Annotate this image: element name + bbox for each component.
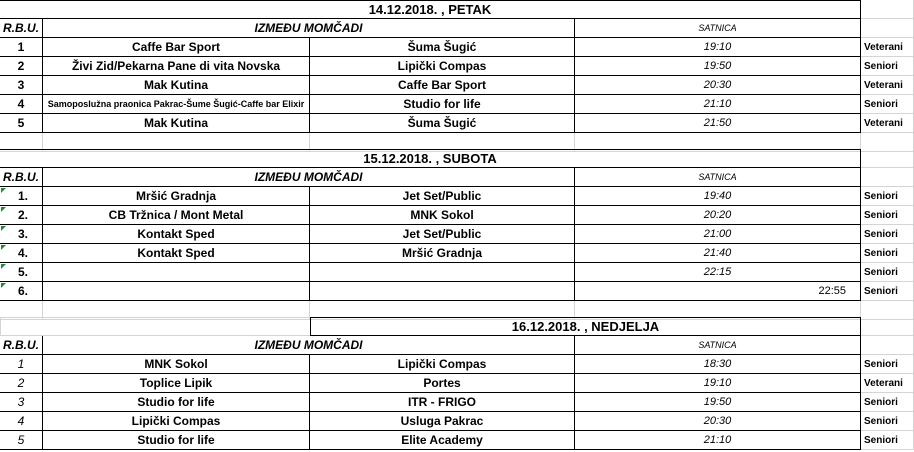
home-team[interactable]: Studio for life xyxy=(43,431,310,450)
match-time[interactable]: 19:50 xyxy=(575,57,861,76)
home-team[interactable]: MNK Sokol xyxy=(43,355,310,374)
teams-header[interactable]: IZMEĐU MOMČADI xyxy=(43,19,575,38)
match-category[interactable]: Veterani xyxy=(861,374,914,393)
match-category[interactable]: Seniori xyxy=(861,393,914,412)
match-time[interactable]: 19:50 xyxy=(575,393,861,412)
away-team[interactable]: Mršić Gradnja xyxy=(310,244,575,263)
match-category[interactable]: Seniori xyxy=(861,282,914,301)
row-number[interactable]: 3 xyxy=(0,393,43,412)
home-team[interactable] xyxy=(43,263,310,282)
home-team[interactable]: Samoposlužna praonica Pakrac-Šume Šugić-Caffe bar Elixir xyxy=(43,95,310,114)
match-category[interactable]: Seniori xyxy=(861,412,914,431)
schedule-header[interactable]: SATNICA xyxy=(575,19,861,38)
gutter-header[interactable] xyxy=(861,336,914,355)
row-number[interactable]: 2 xyxy=(0,57,43,76)
away-team[interactable]: Elite Academy xyxy=(310,431,575,450)
match-category[interactable]: Seniori xyxy=(861,355,914,374)
row-number[interactable]: 4. xyxy=(0,244,43,263)
gutter-title[interactable] xyxy=(861,149,914,168)
away-team[interactable]: Portes xyxy=(310,374,575,393)
row-number[interactable]: 5 xyxy=(0,114,43,133)
row-number[interactable]: 6. xyxy=(0,282,43,301)
gutter-header[interactable] xyxy=(861,168,914,187)
away-team[interactable]: Studio for life xyxy=(310,95,575,114)
home-team[interactable]: CB Tržnica / Mont Metal xyxy=(43,206,310,225)
match-category[interactable]: Veterani xyxy=(861,114,914,133)
gutter-title[interactable] xyxy=(861,0,914,19)
row-number[interactable]: 3. xyxy=(0,225,43,244)
rbu-header[interactable]: R.B.U. xyxy=(0,336,43,355)
match-category[interactable]: Veterani xyxy=(861,76,914,95)
home-team[interactable]: Mršić Gradnja xyxy=(43,187,310,206)
row-number[interactable]: 1 xyxy=(0,355,43,374)
match-time[interactable]: 22:15 xyxy=(575,263,861,282)
match-time[interactable]: 18:30 xyxy=(575,355,861,374)
row-number[interactable]: 2 xyxy=(0,374,43,393)
match-category[interactable]: Seniori xyxy=(861,244,914,263)
row-number[interactable]: 1 xyxy=(0,38,43,57)
rbu-header[interactable]: R.B.U. xyxy=(0,168,43,187)
home-team[interactable]: Mak Kutina xyxy=(43,76,310,95)
gutter-title[interactable] xyxy=(861,317,914,336)
match-time[interactable]: 21:10 xyxy=(575,431,861,450)
away-team[interactable]: Šuma Šugić xyxy=(310,114,575,133)
match-category[interactable]: Seniori xyxy=(861,263,914,282)
row-number[interactable]: 2. xyxy=(0,206,43,225)
away-team[interactable]: MNK Sokol xyxy=(310,206,575,225)
row-number[interactable]: 1. xyxy=(0,187,43,206)
match-time[interactable]: 19:10 xyxy=(575,38,861,57)
home-team[interactable]: Mak Kutina xyxy=(43,114,310,133)
match-time[interactable]: 20:30 xyxy=(575,76,861,95)
schedule-header[interactable]: SATNICA xyxy=(575,168,861,187)
match-category[interactable]: Seniori xyxy=(861,57,914,76)
match-category[interactable]: Seniori xyxy=(861,431,914,450)
away-team[interactable]: Lipički Compas xyxy=(310,57,575,76)
row-number[interactable]: 5 xyxy=(0,431,43,450)
home-team[interactable]: Živi Zid/Pekarna Pane di vita Novska xyxy=(43,57,310,76)
match-category[interactable]: Seniori xyxy=(861,225,914,244)
home-team[interactable]: Kontakt Sped xyxy=(43,225,310,244)
match-category[interactable]: Veterani xyxy=(861,38,914,57)
away-team[interactable]: ITR - FRIGO xyxy=(310,393,575,412)
away-team[interactable]: Lipički Compas xyxy=(310,355,575,374)
row-number[interactable]: 3 xyxy=(0,76,43,95)
away-team[interactable] xyxy=(310,263,575,282)
match-time[interactable]: 20:30 xyxy=(575,412,861,431)
match-time[interactable]: 22:55 xyxy=(575,282,861,301)
match-time[interactable]: 21:50 xyxy=(575,114,861,133)
schedule-header[interactable]: SATNICA xyxy=(575,336,861,355)
home-team[interactable]: Lipički Compas xyxy=(43,412,310,431)
home-team[interactable]: Studio for life xyxy=(43,393,310,412)
match-category[interactable]: Seniori xyxy=(861,206,914,225)
row-number[interactable]: 4 xyxy=(0,95,43,114)
match-time[interactable]: 21:40 xyxy=(575,244,861,263)
away-team[interactable]: Caffe Bar Sport xyxy=(310,76,575,95)
home-team[interactable] xyxy=(43,282,310,301)
match-category[interactable]: Seniori xyxy=(861,187,914,206)
match-category[interactable]: Seniori xyxy=(861,95,914,114)
home-team[interactable]: Caffe Bar Sport xyxy=(43,38,310,57)
home-team[interactable]: Toplice Lipik xyxy=(43,374,310,393)
section-title[interactable]: 16.12.2018. , NEDJELJA xyxy=(310,317,861,336)
away-team[interactable]: Jet Set/Public xyxy=(310,187,575,206)
away-team[interactable] xyxy=(310,282,575,301)
match-time[interactable]: 19:40 xyxy=(575,187,861,206)
row-number[interactable]: 4 xyxy=(0,412,43,431)
section-title-gap[interactable] xyxy=(0,317,310,336)
home-team[interactable]: Kontakt Sped xyxy=(43,244,310,263)
rbu-header[interactable]: R.B.U. xyxy=(0,19,43,38)
teams-header[interactable]: IZMEĐU MOMČADI xyxy=(43,336,575,355)
away-team[interactable]: Jet Set/Public xyxy=(310,225,575,244)
row-number[interactable]: 5. xyxy=(0,263,43,282)
away-team[interactable]: Usluga Pakrac xyxy=(310,412,575,431)
teams-header[interactable]: IZMEĐU MOMČADI xyxy=(43,168,575,187)
match-time[interactable]: 21:10 xyxy=(575,95,861,114)
away-team[interactable]: Šuma Šugić xyxy=(310,38,575,57)
match-time[interactable]: 20:20 xyxy=(575,206,861,225)
section-title[interactable]: 14.12.2018. , PETAK xyxy=(0,0,861,19)
match-time[interactable]: 21:00 xyxy=(575,225,861,244)
section-title[interactable]: 15.12.2018. , SUBOTA xyxy=(0,149,861,168)
gutter-header[interactable] xyxy=(861,19,914,38)
match-time[interactable]: 19:10 xyxy=(575,374,861,393)
